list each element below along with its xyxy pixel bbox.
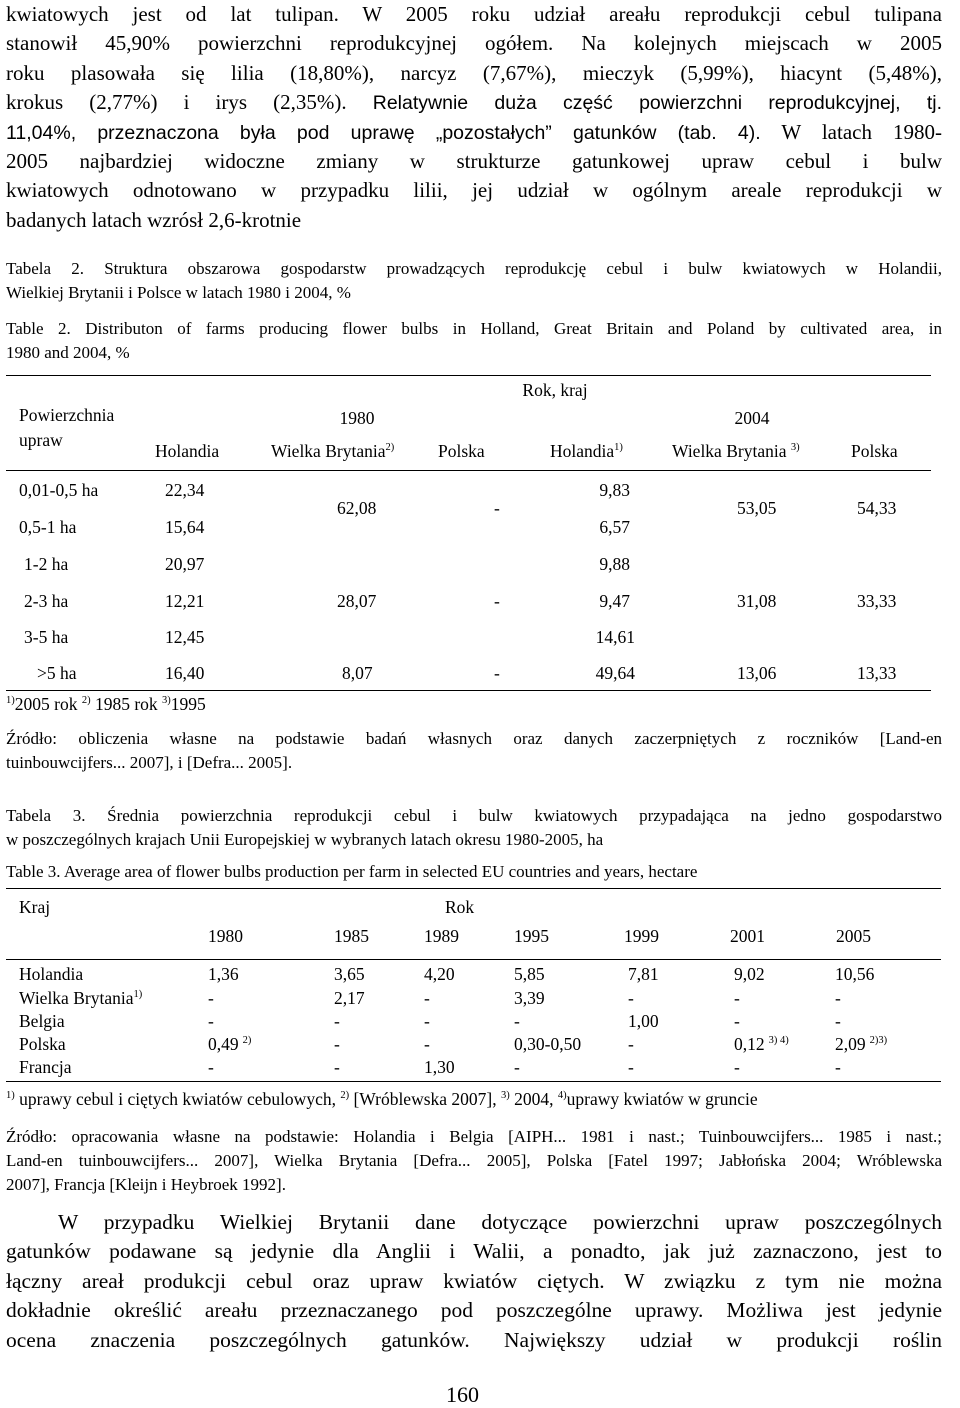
cell-value: - xyxy=(208,988,214,1008)
col-label: Wielka Brytania xyxy=(672,441,787,461)
table2-source xyxy=(6,727,942,775)
footnote-marker: 2) xyxy=(340,1090,350,1101)
cell-value: 1,00 xyxy=(628,1011,659,1031)
footnote-text: 2005 rok xyxy=(14,694,78,714)
footnote-text: [Wróblewska 2007], xyxy=(353,1089,497,1109)
table-cell: - xyxy=(494,663,500,683)
cell-value: 2,09 xyxy=(835,1034,866,1054)
col-label: Wielka Brytania xyxy=(271,441,386,461)
footnote-marker: 3) xyxy=(501,1090,510,1101)
table-cell: 6,57 xyxy=(599,517,630,537)
source-line: tuinbouwcijfers... 2007], i [Defra... 2005]. xyxy=(6,753,293,772)
cell-value: - xyxy=(334,1057,340,1077)
table-rule xyxy=(6,690,931,691)
footnote-marker: 2) xyxy=(81,695,91,706)
caption-line: Wielkiej Brytanii i Polsce w latach 1980 i 2004, % xyxy=(6,283,351,302)
table-cell: 22,34 xyxy=(165,480,205,500)
row-label: 0,5-1 ha xyxy=(19,517,77,537)
outro-paragraph xyxy=(6,1208,942,1355)
cell-value: - xyxy=(424,1034,430,1054)
cell-value: 4,20 xyxy=(424,964,455,984)
cell-value: 3,39 xyxy=(514,988,545,1008)
row-label xyxy=(19,1057,71,1078)
footnote-text: 2004, xyxy=(514,1089,554,1109)
table3-source xyxy=(6,1125,942,1197)
col-header: Holandia xyxy=(155,441,220,461)
table-cell xyxy=(334,964,365,985)
row-label: >5 ha xyxy=(37,663,77,683)
text-line xyxy=(6,88,942,117)
table-cell xyxy=(628,1034,634,1055)
col-header xyxy=(672,441,800,462)
footnote-marker: 1) xyxy=(6,1090,15,1101)
cell-value: 0,30-0,50 xyxy=(514,1034,582,1054)
table-cell xyxy=(208,1034,251,1055)
text-fragment: W latach 1980- xyxy=(781,119,942,144)
country-name: Holandia xyxy=(19,964,84,984)
table-cell: 33,33 xyxy=(857,591,897,611)
table-cell: - xyxy=(494,591,500,611)
country-name: Belgia xyxy=(19,1011,65,1031)
text-line: roku plasowała się lilia (18,80%), narcyz (7,67%), mieczyk (5,99%), hiacynt (5,48%), xyxy=(6,60,942,85)
row-label: 0,01-0,5 ha xyxy=(19,480,99,500)
table-cell xyxy=(835,1011,841,1032)
col-header: Polska xyxy=(851,441,898,461)
caption-label: Table 3. xyxy=(6,862,61,881)
col-header xyxy=(550,441,623,462)
caption-label: Tabela 3. xyxy=(6,806,86,825)
cell-value: 5,85 xyxy=(514,964,545,984)
table-cell xyxy=(424,1034,430,1055)
table-cell xyxy=(734,964,765,985)
footnote-marker: 2) xyxy=(242,1035,252,1046)
table3-caption-pl xyxy=(6,804,942,852)
text-fragment: Relatywnie duża część powierzchni reprodukcyjnej, tj. xyxy=(372,92,942,115)
table-cell xyxy=(334,1011,340,1032)
caption-line: w poszczególnych krajach Unii Europejskiej w wybranych latach okresu 1980-2005, ha xyxy=(6,830,604,849)
table-cell xyxy=(835,964,874,985)
text-line: kwiatowych jest od lat tulipan. W 2005 roku udział areału reprodukcji cebul tulipana xyxy=(6,2,942,26)
cell-value: - xyxy=(835,1057,841,1077)
text-line: stanowił 45,90% powierzchni reprodukcyjnej ogółem. Na kolejnych miejscach w 2005 xyxy=(6,31,942,56)
country-name: Wielka Brytania xyxy=(19,988,134,1008)
table-cell: 49,64 xyxy=(595,663,635,683)
source-line: Źródło: opracowania własne na podstawie: Holandia i Belgia [AIPH... 1981 i nast.; Tuinbouwcijfers... 1985 i nast.; xyxy=(6,1127,942,1146)
cell-value: - xyxy=(734,988,740,1008)
span-header: Rok, kraj xyxy=(522,380,588,400)
caption-text: Średnia powierzchnia reprodukcji cebul i bulw kwiatowych przypadająca na jedno gospodarstwo xyxy=(107,806,943,825)
footnote-text: 1995 xyxy=(170,694,206,714)
table-cell xyxy=(734,1057,740,1078)
table-rule xyxy=(6,1081,941,1082)
country-name: Francja xyxy=(19,1057,72,1077)
table-cell: 8,07 xyxy=(342,663,373,683)
caption-line xyxy=(6,860,942,884)
row-label xyxy=(19,988,142,1009)
cell-value: - xyxy=(424,988,430,1008)
table-cell xyxy=(514,988,545,1009)
footnote-marker: 3) 4) xyxy=(768,1035,789,1046)
cell-value: 1,36 xyxy=(208,964,239,984)
year-header: 2004 xyxy=(734,408,770,428)
caption-label: Tabela 2. xyxy=(6,259,84,278)
span-header: Rok xyxy=(445,897,475,917)
text-line: dokładnie określić areału przeznaczanego pod poszczególne uprawy. Możliwa jest jedynie xyxy=(6,1298,942,1323)
footnote-marker: 4) xyxy=(557,1090,567,1101)
caption-line xyxy=(6,257,942,281)
footnote-marker: 1) xyxy=(133,989,143,1000)
footnote-text: 1985 rok xyxy=(94,694,158,714)
footnote-marker: 3) xyxy=(162,695,171,706)
cell-value: 0,12 xyxy=(734,1034,765,1054)
cell-value: 1,30 xyxy=(424,1057,455,1077)
text-line: kwiatowych odnotowano w przypadku lilii, jej udział w ogólnym areale reprodukcji w xyxy=(6,178,942,203)
table-cell: 20,97 xyxy=(165,554,205,574)
table-cell: 9,47 xyxy=(599,591,630,611)
cell-value: - xyxy=(734,1011,740,1031)
footnote-marker: 3) xyxy=(790,442,800,453)
table-rule xyxy=(6,470,931,471)
table-cell xyxy=(734,1034,789,1055)
text-fragment: krokus (2,77%) i irys (2,35%). xyxy=(6,90,347,115)
table-cell: 9,83 xyxy=(599,480,630,500)
cell-value: - xyxy=(628,1034,634,1054)
text-line: ocena znaczenia poszczególnych gatunków. Największy udział w produkcji roślin xyxy=(6,1327,942,1352)
text-line: badanych latach wzrósł 2,6-krotnie xyxy=(6,207,302,232)
year-header: 2001 xyxy=(730,926,765,946)
table-cell xyxy=(835,1057,841,1078)
caption-line xyxy=(6,804,942,828)
year-header: 1999 xyxy=(624,926,659,946)
table-cell: 54,33 xyxy=(857,498,897,518)
caption-line: 1980 and 2004, % xyxy=(6,343,130,362)
source-line: 2007], Francja [Kleijn i Heybroek 1992]. xyxy=(6,1175,286,1194)
col-header xyxy=(271,441,394,462)
source-line: Land-en tuinbouwcijfers... 2007], Wielka Brytania [Defra... 2005], Polska [Fatel 1997; Jabłońska 2004; Wróblewska xyxy=(6,1151,942,1170)
table2-caption-en xyxy=(6,317,942,365)
caption-text: Average area of flower bulbs production per farm in selected EU countries and years, hectare xyxy=(63,862,698,881)
table-cell: 31,08 xyxy=(737,591,777,611)
table-cell xyxy=(628,988,634,1009)
footnote-marker: 1) xyxy=(614,442,623,453)
row-label xyxy=(19,1011,65,1032)
table-cell: 13,33 xyxy=(857,663,897,683)
year-header: 1980 xyxy=(339,408,375,428)
table-cell xyxy=(208,1011,214,1032)
text-line xyxy=(6,118,942,147)
footnote-marker: 2) xyxy=(385,442,395,453)
text-fragment: 11,04%, przeznaczona była pod uprawę „pozostałych” gatunków (tab. 4). xyxy=(6,121,761,144)
table-cell xyxy=(734,1011,740,1032)
table-cell: 12,21 xyxy=(165,591,205,611)
table-cell xyxy=(208,1057,214,1078)
cell-value: 0,49 xyxy=(208,1034,239,1054)
cell-value: - xyxy=(514,1011,520,1031)
caption-text: Distributon of farms producing flower bulbs in Holland, Great Britain and Poland by cultivated area, in xyxy=(85,319,942,338)
cell-value: - xyxy=(424,1011,430,1031)
cell-value: 7,81 xyxy=(628,964,659,984)
footnote-text: uprawy cebul i ciętych kwiatów cebulowych, xyxy=(19,1089,336,1109)
table-cell: 62,08 xyxy=(337,498,377,518)
table3-caption-en xyxy=(6,860,942,884)
cell-value: 9,02 xyxy=(734,964,765,984)
cell-value: - xyxy=(208,1057,214,1077)
row-label xyxy=(19,1034,66,1055)
cell-value: - xyxy=(514,1057,520,1077)
table2-footnote xyxy=(6,694,206,715)
table-cell xyxy=(835,1034,887,1055)
caption-line xyxy=(6,317,942,341)
footnote-marker: 1) xyxy=(6,695,15,706)
footnote-text: uprawy kwiatów w gruncie xyxy=(566,1089,758,1109)
table-cell xyxy=(424,1011,430,1032)
stub-header: Kraj xyxy=(19,897,51,917)
row-label xyxy=(19,964,83,985)
cell-value: - xyxy=(835,988,841,1008)
text-line: gatunków podawane są jedynie dla Anglii i Walii, a ponadto, jak już zaznaczono, jest to xyxy=(6,1239,942,1264)
table-rule xyxy=(6,959,941,960)
table-cell xyxy=(424,1057,455,1078)
caption-text: Struktura obszarowa gospodarstw prowadzących reprodukcję cebul i bulw kwiatowych w Holandii, xyxy=(104,259,943,278)
cell-value: - xyxy=(628,988,634,1008)
table-cell xyxy=(835,988,841,1009)
cell-value: 2,17 xyxy=(334,988,365,1008)
table-cell xyxy=(628,1057,634,1078)
table-cell xyxy=(208,988,214,1009)
cell-value: 10,56 xyxy=(835,964,875,984)
table-cell: - xyxy=(494,498,500,518)
source-line: Źródło: obliczenia własne na podstawie badań własnych oraz danych zaczerpniętych z roczników [Land-en xyxy=(6,729,942,748)
year-header: 1985 xyxy=(334,926,369,946)
row-label: 3-5 ha xyxy=(24,627,69,647)
row-label: 2-3 ha xyxy=(24,591,69,611)
table-cell: 9,88 xyxy=(599,554,630,574)
table-cell xyxy=(628,964,659,985)
table-cell xyxy=(734,988,740,1009)
table-cell xyxy=(208,964,239,985)
footnote-marker: 2)3) xyxy=(869,1035,888,1046)
table-cell xyxy=(424,988,430,1009)
year-header: 1989 xyxy=(424,926,459,946)
table-rule xyxy=(6,375,931,376)
cell-value: - xyxy=(734,1057,740,1077)
table-cell xyxy=(514,1011,520,1032)
table-cell: 15,64 xyxy=(165,517,205,537)
cell-value: - xyxy=(208,1011,214,1031)
table-cell xyxy=(514,964,545,985)
col-label: Holandia xyxy=(550,441,615,461)
stub-header: upraw xyxy=(19,430,63,450)
cell-value: - xyxy=(628,1057,634,1077)
table-cell xyxy=(628,1011,659,1032)
year-header: 2005 xyxy=(836,926,871,946)
table-cell: 28,07 xyxy=(337,591,377,611)
page-number: 160 xyxy=(446,1382,479,1407)
cell-value: - xyxy=(835,1011,841,1031)
table-cell: 13,06 xyxy=(737,663,777,683)
text-line: łączny areał produkcji cebul oraz upraw kwiatów ciętych. W związku z tym nie można xyxy=(6,1268,942,1293)
text-line: W przypadku Wielkiej Brytanii dane dotyczące powierzchni upraw poszczególnych xyxy=(58,1210,942,1234)
stub-header: Powierzchnia xyxy=(19,405,115,425)
text-line: 2005 najbardziej widoczne zmiany w strukturze gatunkowej upraw cebul i bulw xyxy=(6,148,942,173)
table-cell: 16,40 xyxy=(165,663,205,683)
table-cell xyxy=(514,1057,520,1078)
country-name: Polska xyxy=(19,1034,66,1054)
table-cell xyxy=(334,1034,340,1055)
table-cell xyxy=(334,1057,340,1078)
table2-caption-pl xyxy=(6,257,942,305)
table3-footnote xyxy=(6,1089,758,1110)
cell-value: - xyxy=(334,1011,340,1031)
table-rule xyxy=(6,888,941,889)
table-cell xyxy=(424,964,455,985)
cell-value: - xyxy=(334,1034,340,1054)
table-cell: 53,05 xyxy=(737,498,777,518)
year-header: 1980 xyxy=(208,926,243,946)
table-cell: 12,45 xyxy=(165,627,205,647)
col-header: Polska xyxy=(438,441,485,461)
year-header: 1995 xyxy=(514,926,549,946)
table-cell xyxy=(334,988,365,1009)
table-cell: 14,61 xyxy=(595,627,635,647)
row-label: 1-2 ha xyxy=(24,554,69,574)
caption-label: Table 2. xyxy=(6,319,71,338)
intro-paragraph xyxy=(6,0,942,235)
cell-value: 3,65 xyxy=(334,964,365,984)
table-cell xyxy=(514,1034,581,1055)
